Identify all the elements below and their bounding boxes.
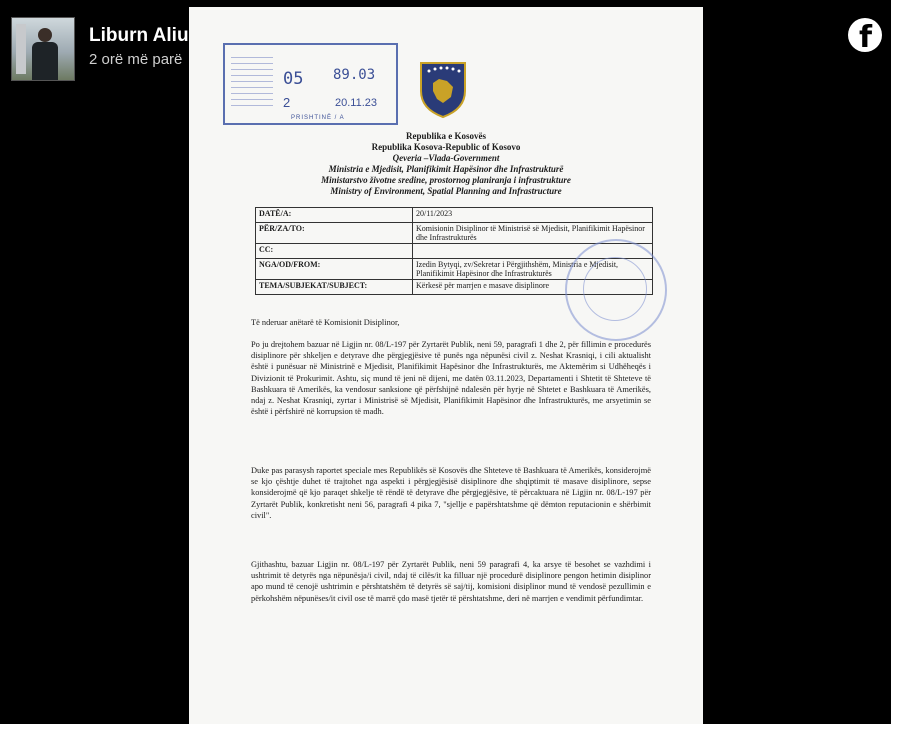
table-value: 20/11/2023: [413, 208, 653, 223]
stamp-number-2: 89.03: [333, 67, 376, 83]
table-value: Izedin Bytyqi, zv/Sekretar i Përgjithshëm, Ministria e Mjedisit, Planifikimit Hapësinor dhe Infrastrukturës: [413, 259, 653, 280]
table-value: Komisionin Disiplinor të Ministrisë së Mjedisit, Planifikimit Hapësinor dhe Infrastrukturës: [413, 223, 653, 244]
paragraph-2: Duke pas parasysh raportet speciale mes Republikës së Kosovës dhe Shteteve të Bashkuara të Amerikës, konsiderojmë se kjo çështje duhet të trajtohet nga aspekti i përgjegjësisë disiplinore dhe shqiptimit të masave disiplinore, sepse konsiderojmë që kjo paraqet shkelje të rëndë të detyrave dhe përgjegjësive, të përcaktuara në Ligjin nr. 08/L-197 për Zyrtarët Publik, konkretisht neni 56, paragrafi 4 pika 7, "sjellje e papërshtatshme që dëmton reputacionin e shërbimit civil".: [251, 466, 651, 520]
table-row: [256, 208, 653, 223]
avatar-head: [38, 28, 52, 42]
table-key: DATË/A:: [256, 208, 413, 223]
table-key: CC:: [256, 244, 413, 259]
doc-header-line-6: Ministry of Environment, Spatial Planning and Infrastructure: [330, 186, 562, 196]
doc-header-line-3: Qeveria –Vlada-Government: [392, 153, 500, 163]
paragraph-3: Gjithashtu, bazuar Ligjin nr. 08/L-197 për Zyrtarët Publik, neni 59 paragrafi 4, ka arsye të besohet se vazhdimi i ushtrimit të detyrës nga nëpunësja/i civil, ndaj të cilës/it ka filluar një procedurë disiplinore pengon hetimin disiplinor apo mund të cenojë ushtrimin e përshtatshëm të detyrës së saj/tij, komisioni disiplinor mund të vendosë pezullimin e përkohshëm nëpunëses/it civil ose të marrë çdo masë tjetër të përshtatshme, deri në marrjen e vendimit përfundimtar.: [251, 560, 651, 603]
avatar-flag: [16, 24, 26, 74]
avatar-body: [32, 42, 58, 80]
table-key: TEMA/SUBJEKAT/SUBJECT:: [256, 280, 413, 295]
stamp-number-1: 05: [283, 69, 304, 89]
stamp-lines: [231, 57, 273, 111]
salutation: Të nderuar anëtarë të Komisionit Disiplinor,: [251, 318, 400, 327]
table-value: Kërkesë për marrjen e masave disiplinore: [413, 280, 653, 295]
table-key: PËR/ZA/TO:: [256, 223, 413, 244]
post-timestamp[interactable]: 2 orë më parë: [89, 51, 183, 68]
document-photo: [189, 7, 703, 724]
stamp-number-3: 2: [283, 95, 291, 110]
table-key: NGA/OD/FROM:: [256, 259, 413, 280]
stamp-footer: PRISHTINË / A: [291, 115, 345, 121]
author-name[interactable]: Liburn Aliu: [89, 25, 189, 46]
kosovo-emblem-icon: [417, 57, 469, 119]
table-row: [256, 223, 653, 244]
doc-header-line-1: Republika e Kosovës: [405, 131, 486, 141]
doc-header-line-4: Ministria e Mjedisit, Planifikimit Hapësinor dhe Infrastrukturë: [328, 164, 564, 174]
registry-stamp: [223, 43, 398, 125]
facebook-logo-icon[interactable]: f: [848, 18, 882, 52]
doc-header-line-2: Republika Kosova-Republic of Kosovo: [371, 142, 521, 152]
doc-header-line-5: Ministarstvo životne sredine, prostornog planiranja i infrastrukture: [321, 175, 571, 185]
avatar[interactable]: [11, 17, 75, 81]
stamp-date: 20.11.23: [335, 97, 378, 109]
paragraph-1: Po ju drejtohem bazuar në Ligjin nr. 08/L-197 për Zyrtarët Publik, neni 59, paragrafi 1 dhe 2, për fillimin e procedurës disiplinore për shkeljen e detyrave dhe përgjegjësive të punës nga nëpunësi civil z. Neshat Krasniqi, i cili aktualisht është i punësuar në Ministrinë e Mjedisit, Planifikimit Hapësinor dhe Infrastrukturës, me Aktemërim si Udhëheqës i Divizionit të Prokurimit. Ashtu, siç mund të jeni në dijeni, me datën 03.11.2023, Departamenti i Shtetit të Shteteve të Bashkuara të Amerikës, ka vendosur sanksione që përfshijnë ndalesën për hyrje në Shtetet e Bashkuara të Amerikës, ndaj z. Neshat Krasniqi, zyrtar i Ministrisë së Mjedisit, Planifikimit Hapësinor dhe Infrastrukturës, me arsyetimin se është i përfshirë në korrupsion të madh.: [251, 340, 651, 417]
